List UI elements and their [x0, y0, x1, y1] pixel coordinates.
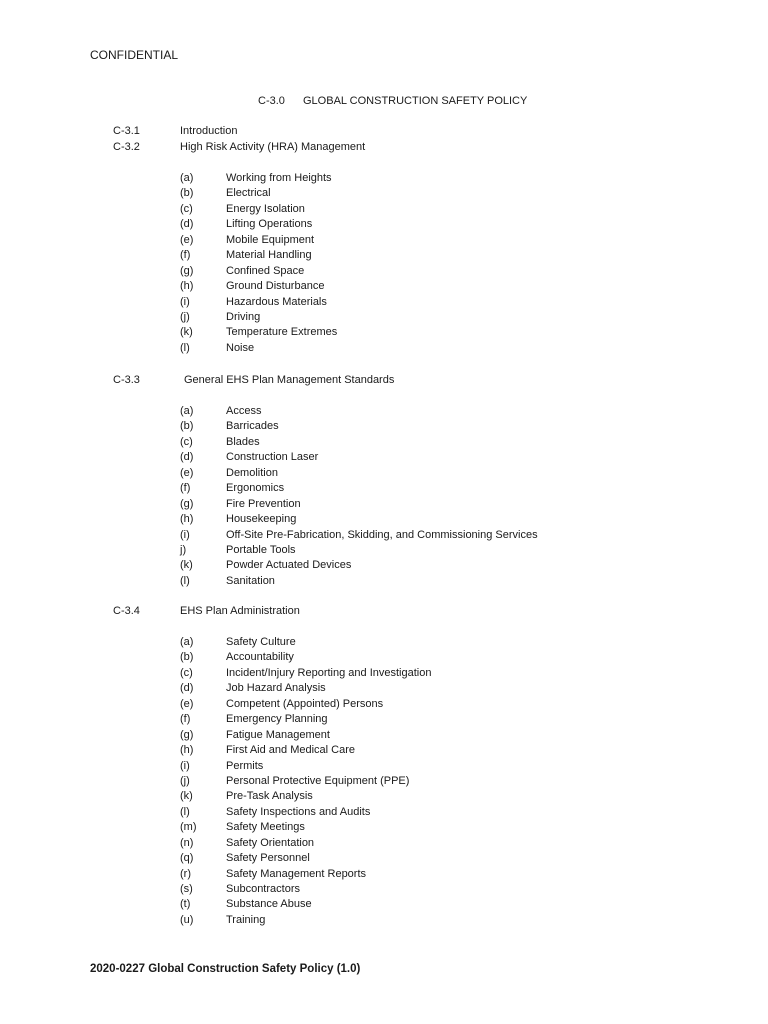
confidential-label: CONFIDENTIAL [90, 48, 179, 62]
list-item [180, 558, 538, 573]
section-title: General EHS Plan Management Standards [184, 374, 395, 386]
item-letter: (i) [180, 295, 190, 308]
item-letter: (f) [180, 249, 191, 262]
list-item [180, 217, 337, 232]
item-text: Noise [226, 341, 255, 354]
item-text: Working from Heights [226, 172, 332, 184]
list-item [180, 279, 337, 294]
item-text: Material Handling [226, 249, 312, 262]
list-item [180, 450, 538, 465]
item-letter: (g) [180, 497, 194, 510]
section-heading-c34 [113, 604, 300, 620]
item-text: Competent (Appointed) Persons [226, 697, 384, 710]
item-text: Sanitation [226, 574, 275, 587]
item-text: Safety Orientation [226, 836, 315, 849]
item-letter: (g) [180, 728, 194, 741]
section-title: High Risk Activity (HRA) Management [180, 141, 366, 153]
item-text: Safety Meetings [226, 821, 305, 834]
item-text: Permits [226, 759, 264, 772]
document-title [258, 94, 527, 110]
list-item [180, 310, 337, 325]
list-item [180, 728, 431, 743]
item-text: Safety Culture [226, 636, 296, 648]
item-text: Pre-Task Analysis [226, 790, 313, 803]
list-item [180, 202, 337, 217]
list-item [180, 233, 337, 248]
item-letter: (e) [180, 466, 194, 479]
item-letter: (r) [180, 867, 191, 880]
item-letter: (l) [180, 574, 190, 587]
list-item [180, 419, 538, 434]
list-item [180, 574, 538, 589]
section-title: Introduction [180, 125, 238, 137]
list-item [180, 913, 431, 928]
list-item [180, 805, 431, 820]
item-letter: (a) [180, 405, 194, 417]
item-letter: (j) [180, 310, 190, 323]
section-heading-c32 [113, 140, 365, 156]
list-item [180, 543, 538, 558]
item-text: Personal Protective Equipment (PPE) [226, 774, 410, 787]
list-item [180, 404, 538, 419]
item-letter: (h) [180, 280, 194, 293]
list-item [180, 528, 538, 543]
list-item [180, 743, 431, 758]
item-letter: (f) [180, 713, 191, 726]
item-text: Portable Tools [226, 543, 296, 556]
item-text: Safety Personnel [226, 852, 310, 865]
item-letter: (c) [180, 435, 193, 448]
item-text: Energy Isolation [226, 202, 305, 215]
section-number: C-3.2 [113, 141, 140, 153]
item-text: Mobile Equipment [226, 233, 315, 246]
list-item [180, 248, 337, 263]
list-item [180, 435, 538, 450]
item-letter: (i) [180, 759, 190, 772]
section-number: C-3.3 [113, 374, 140, 386]
list-item [180, 481, 538, 496]
item-letter: (b) [180, 420, 194, 433]
list-item [180, 851, 431, 866]
item-text: Hazardous Materials [226, 295, 327, 308]
item-letter: (t) [180, 898, 191, 911]
list-item [180, 697, 431, 712]
item-letter: (a) [180, 636, 194, 648]
item-text: Emergency Planning [226, 713, 328, 726]
item-letter: (e) [180, 697, 194, 710]
item-letter: (q) [180, 852, 194, 865]
item-text: Job Hazard Analysis [226, 682, 326, 695]
item-text: Demolition [226, 466, 278, 479]
item-text: First Aid and Medical Care [226, 744, 355, 757]
list-item [180, 264, 337, 279]
item-text: Construction Laser [226, 451, 319, 464]
item-letter: (k) [180, 559, 193, 572]
item-letter: (u) [180, 913, 194, 926]
hra-list [180, 171, 337, 356]
item-letter: (i) [180, 528, 190, 541]
item-text: Housekeeping [226, 513, 297, 526]
item-text: Substance Abuse [226, 898, 312, 911]
item-text: Ground Disturbance [226, 280, 325, 293]
item-letter: (d) [180, 682, 194, 695]
section-number: C-3.4 [113, 605, 140, 617]
list-item [180, 867, 431, 882]
item-text: Fatigue Management [226, 728, 330, 741]
item-text: Accountability [226, 651, 294, 664]
item-letter: (k) [180, 790, 193, 803]
list-item [180, 836, 431, 851]
item-letter: (f) [180, 482, 191, 495]
item-text: Safety Inspections and Audits [226, 805, 371, 818]
list-item [180, 295, 337, 310]
list-item [180, 512, 538, 527]
item-letter: (l) [180, 805, 190, 818]
list-item [180, 186, 337, 201]
list-item [180, 774, 431, 789]
list-item [180, 497, 538, 512]
list-item [180, 466, 538, 481]
list-item [180, 650, 431, 665]
item-text: Electrical [226, 187, 271, 200]
item-text: Safety Management Reports [226, 867, 367, 880]
title-text: GLOBAL CONSTRUCTION SAFETY POLICY [303, 95, 528, 107]
item-text: Powder Actuated Devices [226, 559, 352, 572]
item-text: Barricades [226, 420, 279, 433]
item-letter: (s) [180, 883, 193, 895]
section-heading-c33 [113, 373, 394, 389]
list-item [180, 759, 431, 774]
list-item [180, 341, 337, 356]
section-heading-c31 [113, 124, 237, 140]
item-text: Fire Prevention [226, 497, 301, 510]
footer-document-id: 2020-0227 Global Construction Safety Policy (1.0) [90, 963, 361, 975]
item-text: Access [226, 405, 262, 417]
list-item [180, 325, 337, 340]
item-letter: (g) [180, 264, 194, 277]
item-text: Training [226, 913, 266, 926]
list-item [180, 666, 431, 681]
item-letter: (n) [180, 836, 194, 849]
item-letter: j) [180, 543, 187, 556]
item-letter: (j) [180, 774, 190, 787]
list-item [180, 681, 431, 696]
item-letter: (h) [180, 513, 194, 526]
list-item [180, 882, 431, 897]
item-text: Ergonomics [226, 482, 285, 495]
item-text: Lifting Operations [226, 218, 313, 231]
item-letter: (k) [180, 326, 193, 339]
section-number: C-3.1 [113, 125, 140, 137]
ehs-administration-list [180, 635, 431, 928]
item-text: Subcontractors [226, 883, 300, 895]
item-letter: (m) [180, 821, 197, 834]
item-letter: (d) [180, 451, 194, 464]
item-text: Incident/Injury Reporting and Investigation [226, 666, 432, 679]
item-text: Off-Site Pre-Fabrication, Skidding, and Commissioning Services [226, 528, 538, 541]
list-item [180, 635, 431, 650]
item-letter: (b) [180, 187, 194, 200]
list-item [180, 897, 431, 912]
item-letter: (c) [180, 666, 193, 679]
item-text: Temperature Extremes [226, 326, 338, 339]
list-item [180, 789, 431, 804]
item-letter: (e) [180, 233, 194, 246]
item-text: Confined Space [226, 264, 305, 277]
title-number: C-3.0 [258, 95, 285, 107]
item-text: Blades [226, 435, 260, 448]
item-letter: (h) [180, 744, 194, 757]
list-item [180, 712, 431, 727]
item-letter: (b) [180, 651, 194, 664]
list-item [180, 171, 337, 186]
ehs-standards-list [180, 404, 538, 589]
item-letter: (d) [180, 218, 194, 231]
item-letter: (c) [180, 202, 193, 215]
list-item [180, 820, 431, 835]
item-text: Driving [226, 310, 261, 323]
section-title: EHS Plan Administration [180, 605, 300, 617]
item-letter: (a) [180, 172, 194, 184]
item-letter: (l) [180, 341, 190, 354]
